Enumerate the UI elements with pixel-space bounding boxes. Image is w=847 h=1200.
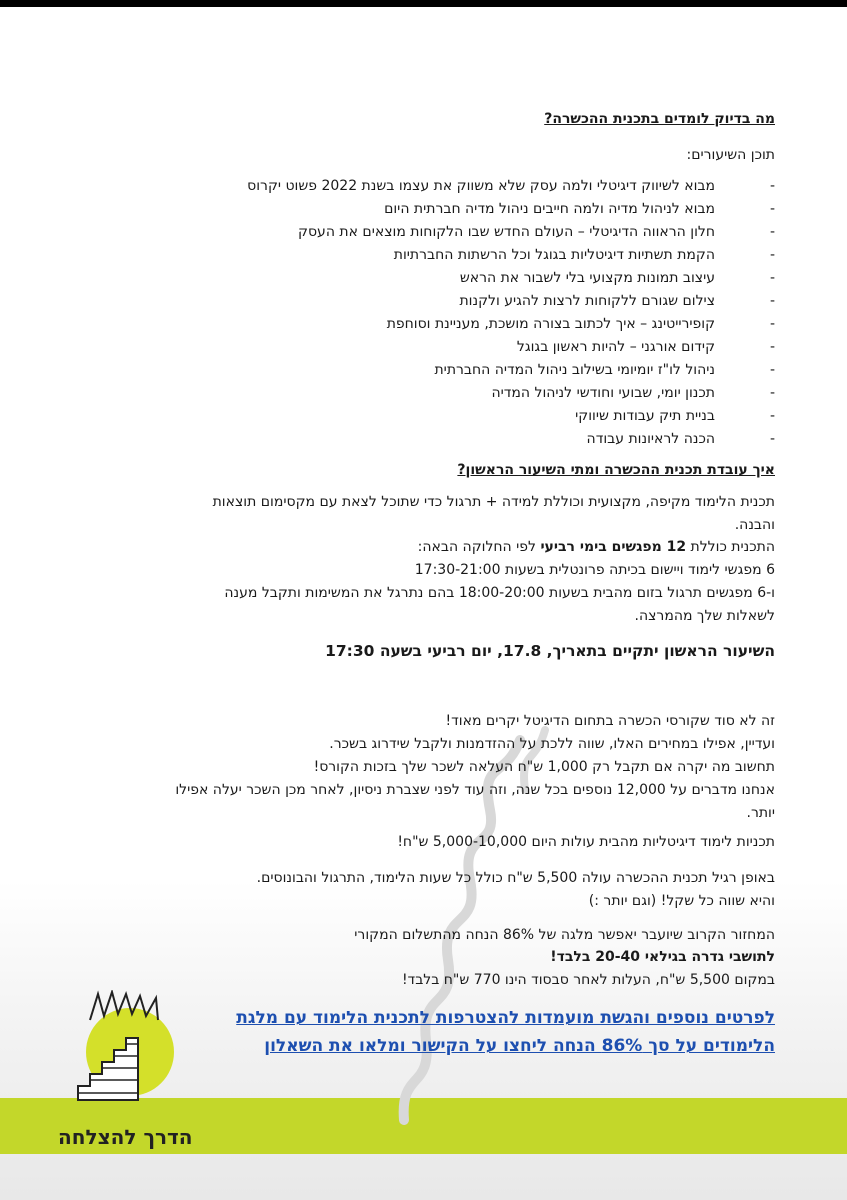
paragraph-meetings: התכנית כוללת 12 מפגשים בימי רביעי לפי החלוקה הבאה: <box>417 539 775 555</box>
paragraph-zoom-sessions-line2: לשאלות שלך מהמרצה. <box>634 608 775 624</box>
top-border <box>0 0 847 7</box>
list-item: ניהול לו"ז יומיומי בשילוב ניהול המדיה החברתית - <box>434 362 775 378</box>
paragraph-salary-raise: תחשוב מה יקרה אם תקבל רק 1,000 ש"ח העלאה לשכר שלך בזכות הקורס! <box>313 759 775 775</box>
paragraph-eligibility: לתושבי גדרה בגילאי 20-40 בלבד! <box>550 949 775 965</box>
list-item: הכנה לראיונות עבודה - <box>586 431 775 447</box>
paragraph-opportunity: ועדיין, אפילו במחירים האלו, שווה ללכת על ההזדמנות ולקבל שידרוג בשכר. <box>329 736 775 752</box>
paragraph-regular-price: באופן רגיל תכנית ההכשרה עולה 5,500 ש"ח כולל כל שעות הלימוד, התרגול והבונוסים. <box>256 870 775 886</box>
section-heading-curriculum: מה בדיוק לומדים בתכנית ההכשרה? <box>544 111 775 127</box>
logo-text: הדרך להצלחה <box>58 1125 193 1149</box>
paragraph-frontal-sessions: 6 מפגשי לימוד ויישום בכיתה פרונטלית בשעות 17:30-21:00 <box>414 562 775 578</box>
list-item: קידום אורגני – להיות ראשון בגוגל - <box>516 339 775 355</box>
paragraph-expensive-courses: זה לא סוד שקורסי הכשרה בתחום הדיגיטל יקרים מאוד! <box>445 713 775 729</box>
list-item: חלון הראווה הדיגיטלי – העולם החדש שבו הלקוחות מוצאים את העסק - <box>298 224 775 240</box>
list-item: מבוא לניהול מדיה ולמה חייבים ניהול מדיה חברתית היום - <box>384 201 775 217</box>
paragraph-program-line1: תכנית הלימוד מקיפה, מקצועית וכוללת למידה + תרגול כדי שתוכל לצאת עם מקסימום תוצאות <box>212 494 775 510</box>
list-item: קופירייטינג – איך לכתוב בצורה מושכת, מעניינת וסוחפת - <box>386 316 775 332</box>
paragraph-yearly-gain-line2: יותר. <box>746 805 775 821</box>
paragraph-market-price: תכניות לימוד דיגיטליות מהבית עולות היום 5,000-10,000 ש"ח! <box>397 834 775 850</box>
logo-staircase-sun-icon <box>60 990 200 1110</box>
first-lesson-announcement: השיעור הראשון יתקיים בתאריך, 17.8, יום רביעי בשעה 17:30 <box>325 642 775 660</box>
list-item: עיצוב תמונות מקצועי בלי לשבור את הראש - <box>459 270 775 286</box>
paragraph-final-price: במקום 5,500 ש"ח, העלות לאחר סבסוד הינו 770 ש"ח בלבד! <box>401 972 775 988</box>
paragraph-yearly-gain-line1: אנחנו מדברים על 12,000 נוספים בכל שנה, וזה עוד לפני שצברת ניסיון, לאחר מכן השכר יעלה אפילו <box>175 782 775 798</box>
section-heading-how-it-works: איך עובדת תכנית ההכשרה ומתי השיעור הראשון? <box>457 462 775 478</box>
list-item: מבוא לשיווק דיגיטלי ולמה עסק שלא משווק את עצמו בשנת 2022 פשוט יקרוס - <box>247 178 775 194</box>
list-item: הקמת תשתיות דיגיטליות בגוגל וכל הרשתות החברתיות - <box>393 247 775 263</box>
paragraph-zoom-sessions-line1: ו-6 מפגשים תרגול בזום מהבית בשעות 18:00-20:00 בהם נתרגל את המשימות ותקבל מענה <box>224 585 775 601</box>
paragraph-program-line2: והבנה. <box>734 517 775 533</box>
paragraph-worth-it: והיא שווה כל שקל! (וגם יותר :) <box>588 893 775 909</box>
signup-link-line2[interactable]: הלימודים על סך 86% הנחה ליחצו על הקישור ומלאו את השאלון <box>264 1036 775 1056</box>
list-item: בניית תיק עבודות שיווקי - <box>575 408 775 424</box>
paragraph-scholarship: המחזור הקרוב שיועבר יאפשר מלגה של 86% הנחה מהתשלום המקורי <box>354 927 775 943</box>
list-item: תכנון יומי, שבועי וחודשי לניהול המדיה - <box>491 385 775 401</box>
list-item: צילום שגורם ללקוחות לרצות להגיע ולקנות - <box>459 293 775 309</box>
signup-link-line1[interactable]: לפרטים נוספים והגשת מועמדות להצטרפות לתכנית הלימוד עם מלגת <box>236 1008 775 1028</box>
lessons-subheading: תוכן השיעורים: <box>686 147 775 163</box>
